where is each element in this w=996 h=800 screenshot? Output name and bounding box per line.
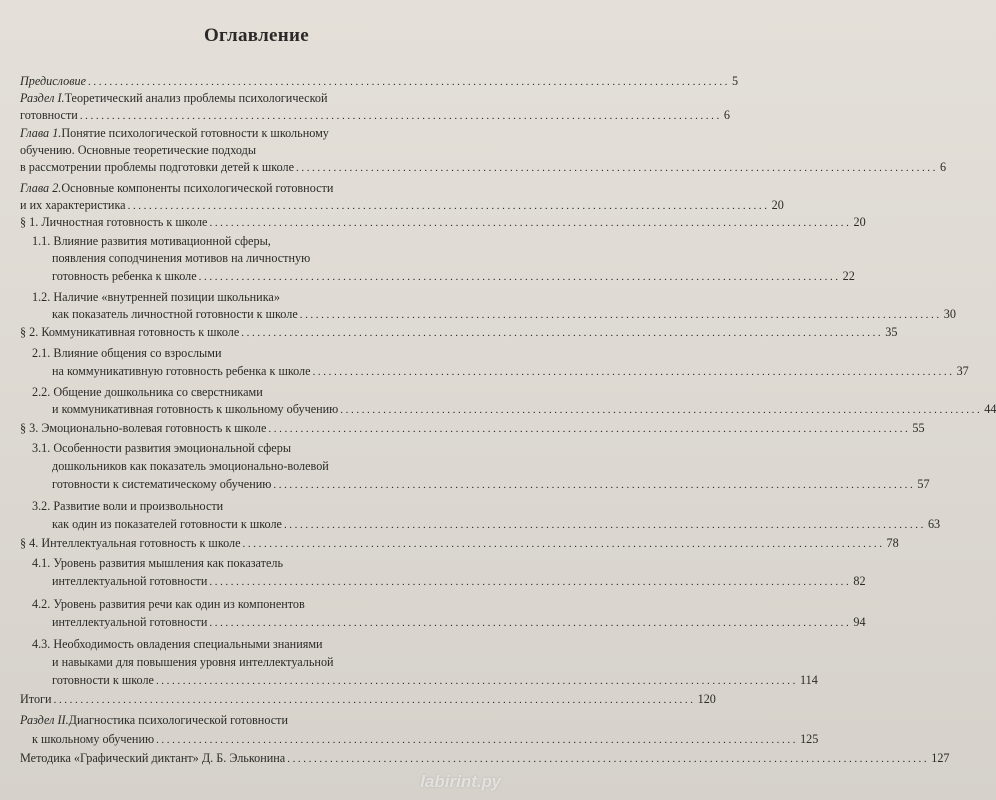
toc-entry-line-final	[32, 731, 819, 748]
toc-page-number: 94	[853, 615, 866, 629]
toc-entry-text: 3.2. Развитие воли и произвольности	[32, 499, 224, 513]
toc-page-number: 57	[917, 477, 930, 491]
toc-entry-line-final	[52, 363, 969, 380]
dot-leader: ........................................................................................................................	[241, 327, 884, 339]
toc-entry-text: готовности	[20, 108, 78, 122]
toc-entry-text: Методика «Графический диктант» Д. Б. Эльконина	[20, 751, 286, 765]
dot-leader: ........................................................................................................................	[209, 617, 852, 629]
toc-entry-text: Диагностика психологической готовности	[68, 713, 288, 727]
toc-entry-line	[32, 384, 472, 401]
toc-entry-text: появления соподчинения мотивов на личностную	[52, 251, 311, 265]
toc-entry-line-final	[20, 750, 950, 767]
toc-page-number: 63	[927, 517, 941, 531]
toc-entry-text: § 2. Коммуникативная готовность к школе	[20, 325, 240, 339]
toc-entry-line	[32, 596, 472, 613]
toc-entry-line	[52, 458, 472, 475]
dot-leader: ........................................................................................................................	[155, 675, 798, 687]
dot-leader: ........................................................................................................................	[156, 734, 799, 746]
toc-entry-text: 4.1. Уровень развития мышления как показатель	[32, 556, 284, 570]
toc-entry-text: 1.1. Влияние развития мотивационной сферы,	[32, 234, 271, 248]
toc-entry-label: Предисловие	[20, 74, 87, 88]
toc-entry-line-final	[20, 535, 899, 552]
toc-page-number: 37	[956, 364, 969, 378]
toc-entry-text: 3.1. Особенности развития эмоциональной сферы	[32, 441, 292, 455]
toc-page-number: 20	[771, 198, 784, 212]
toc-entry-line	[20, 712, 472, 729]
dot-leader: ........................................................................................................................	[299, 309, 942, 321]
toc-entry-line	[32, 233, 472, 250]
toc-entry-text: § 4. Интеллектуальная готовность к школе	[20, 536, 241, 550]
toc-entry-line	[20, 142, 472, 159]
toc-entry-text: 4.3. Необходимость овладения специальными знаниями	[32, 637, 323, 651]
toc-entry-line	[20, 180, 472, 197]
dot-leader: ........................................................................................................................	[340, 404, 983, 416]
toc-entry-text: интеллектуальной готовности	[52, 615, 208, 629]
toc-entry-line-final	[52, 306, 956, 323]
toc-entry-text: готовности к систематическому обучению	[52, 477, 272, 491]
toc-entry-label: Глава 1.	[20, 126, 62, 140]
toc-page-number: 6	[940, 160, 947, 174]
dot-leader: ........................................................................................................................	[273, 479, 916, 491]
toc-entry-text: в рассмотрении проблемы подготовки детей к школе	[20, 160, 294, 174]
toc-entry-text: 2.2. Общение дошкольника со сверстниками	[32, 385, 263, 399]
toc-entry-line	[32, 289, 472, 306]
toc-entry-text: Теоретический анализ проблемы психологической	[64, 91, 328, 105]
toc-entry-line-final	[52, 573, 866, 590]
toc-entry-line-final	[52, 476, 930, 493]
toc-page-number: 114	[799, 673, 818, 687]
toc-entry-text: к школьному обучению	[32, 732, 155, 746]
toc-entry-line	[32, 498, 472, 515]
toc-page-number: 30	[943, 307, 956, 321]
toc-entry-line	[32, 345, 472, 362]
toc-entry-text: дошкольников как показатель эмоционально-волевой	[52, 459, 329, 473]
toc-entry-line	[32, 440, 472, 457]
toc-page-number: 20	[853, 215, 866, 229]
watermark-logo: labirint.ру	[420, 772, 501, 791]
toc-entry-line-final	[52, 516, 941, 533]
toc-entry-line-final	[20, 197, 784, 214]
dot-leader: ........................................................................................................................	[296, 162, 938, 174]
toc-entry-line	[52, 654, 472, 671]
dot-leader: ........................................................................................................................	[79, 110, 722, 122]
toc-entry-line-final	[52, 672, 818, 689]
toc-page-number: 22	[842, 269, 855, 283]
toc-entry-line-final	[20, 159, 947, 176]
dot-leader: ........................................................................................................................	[268, 423, 911, 435]
toc-page-number: 120	[697, 692, 716, 706]
toc-entry-line-final	[20, 214, 866, 231]
toc-entry-line	[20, 125, 472, 142]
toc-entry-text: на коммуникативную готовность ребенка к школе	[52, 364, 311, 378]
toc-page-number: 82	[853, 574, 866, 588]
toc-entry-text: готовности к школе	[52, 673, 154, 687]
toc-entry-text: и их характеристика	[20, 198, 126, 212]
toc-entry-text: 4.2. Уровень развития речи как один из компонентов	[32, 597, 305, 611]
dot-leader: ........................................................................................................................	[242, 538, 885, 550]
dot-leader: ........................................................................................................................	[53, 694, 696, 706]
dot-leader: ........................................................................................................................	[127, 200, 770, 212]
toc-entry-line	[32, 555, 472, 572]
toc-entry-line-final	[52, 614, 866, 631]
toc-entry-line-final	[20, 73, 739, 90]
toc-page-number: 35	[885, 325, 898, 339]
toc-entry-label: Раздел II.	[20, 713, 69, 727]
toc-entry-text: § 3. Эмоционально-волевая готовность к школе	[20, 421, 267, 435]
toc-entry-line-final	[52, 401, 996, 418]
toc-entry-line	[52, 250, 472, 267]
toc-page-number: 55	[912, 421, 925, 435]
toc-entry-line-final	[20, 107, 730, 124]
toc-entry-text: 1.2. Наличие «внутренней позиции школьника»	[32, 290, 280, 304]
dot-leader: ........................................................................................................................	[287, 753, 930, 765]
toc-entry-line-final	[20, 324, 898, 341]
toc-entry-text: Итоги	[20, 692, 52, 706]
toc-page-number: 125	[800, 732, 819, 746]
dot-leader: ........................................................................................................................	[209, 576, 852, 588]
dot-leader: ........................................................................................................................	[88, 76, 731, 88]
dot-leader: ........................................................................................................................	[283, 519, 926, 531]
dot-leader: ........................................................................................................................	[198, 271, 841, 283]
dot-leader: ........................................................................................................................	[312, 366, 955, 378]
toc-entry-text: и коммуникативная готовность к школьному обучению	[52, 402, 339, 416]
toc-entry-line	[20, 90, 472, 107]
toc-entry-text: как показатель личностной готовности к школе	[52, 307, 298, 321]
toc-page-number: 6	[723, 108, 730, 122]
toc-entry-text: § 1. Личностная готовность к школе	[20, 215, 208, 229]
toc-entry-text: и навыками для повышения уровня интеллектуальной	[52, 655, 334, 669]
toc-entry-label: Глава 2.	[20, 181, 62, 195]
toc-entry-text: интеллектуальной готовности	[52, 574, 208, 588]
toc-entry-label: Раздел I.	[20, 91, 65, 105]
toc-entry-line-final	[52, 268, 855, 285]
toc-page-number: 5	[732, 74, 739, 88]
toc-entry-text: готовность ребенка к школе	[52, 269, 197, 283]
toc-entry-text: Понятие психологической готовности к школьному	[61, 126, 329, 140]
page-title: Оглавление	[203, 25, 310, 46]
toc-page-number: 127	[931, 751, 950, 765]
toc-entry-line	[32, 636, 472, 653]
toc-entry-text: 2.1. Влияние общения со взрослыми	[32, 346, 222, 360]
toc-page-number: 78	[886, 536, 899, 550]
toc-entry-text: обучению. Основные теоретические подходы	[20, 143, 257, 157]
dot-leader: ........................................................................................................................	[209, 217, 852, 229]
toc-page-number: 44	[984, 402, 996, 416]
toc-entry-line-final	[20, 420, 925, 437]
toc-entry-text: Основные компоненты психологической готовности	[61, 181, 334, 195]
toc-entry-text: как один из показателей готовности к школе	[52, 517, 282, 531]
toc-entry-line-final	[20, 691, 716, 708]
